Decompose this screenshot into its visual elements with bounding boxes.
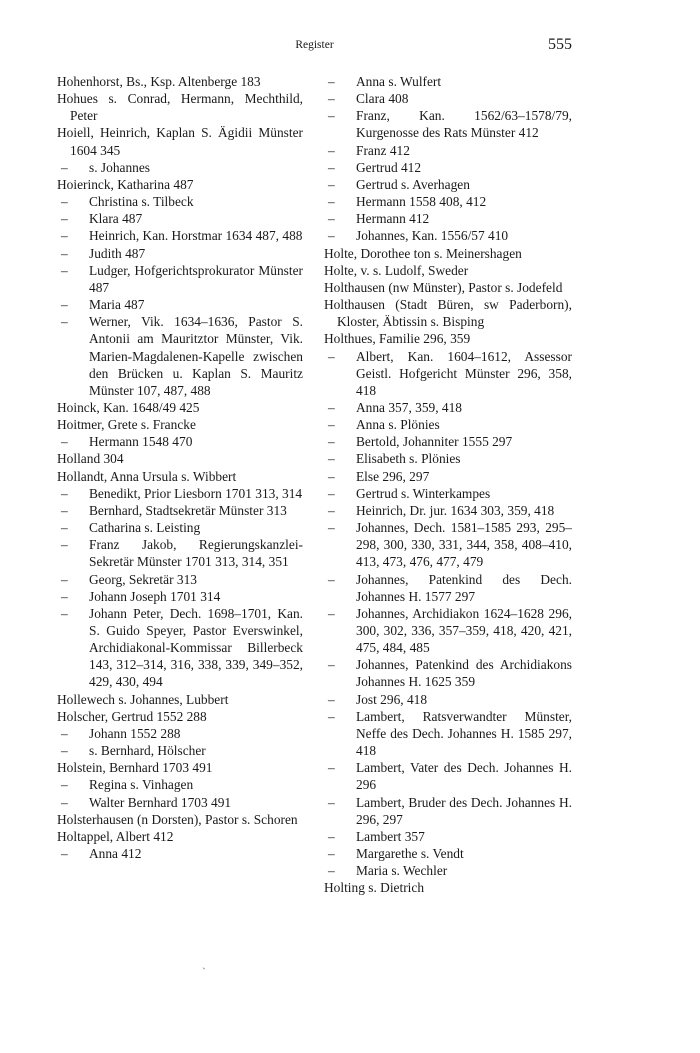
index-subentry: – Hermann 412 <box>324 210 572 227</box>
index-entry: Hoitmer, Grete s. Francke <box>57 417 196 433</box>
index-subentry: – Johannes, Archidiakon 1624–1628 296, 300, 302, 336, 357–359, 418, 420, 421, 475, 484, 485 <box>324 605 572 656</box>
index-subentry: – Margarethe s. Vendt <box>324 845 572 862</box>
index-subentry: – Lambert, Vater des Dech. Johannes H. 296 <box>324 759 572 793</box>
index-subentry: – Clara 408 <box>324 90 572 107</box>
index-subentry: – Anna s. Wulfert <box>324 73 572 90</box>
index-subentry: – Heinrich, Dr. jur. 1634 303, 359, 418 <box>324 502 572 519</box>
page-number: 555 <box>548 36 572 53</box>
index-subentry: – Christina s. Tilbeck <box>57 193 303 210</box>
index-subentry: – Klara 487 <box>57 210 303 227</box>
index-subentry: – Johann 1552 288 <box>57 725 303 742</box>
index-subentry: – Bertold, Johanniter 1555 297 <box>324 433 572 450</box>
index-entry: Hollewech s. Johannes, Lubbert <box>57 691 229 707</box>
index-subentry: – Bernhard, Stadtsekretär Münster 313 <box>57 502 303 519</box>
index-entry: Holting s. Dietrich <box>324 880 425 896</box>
index-entry: Hohues s. Conrad, Hermann, Mechthild, Peter <box>57 91 303 124</box>
index-subentry: – Benedikt, Prior Liesborn 1701 313, 314 <box>57 485 303 502</box>
index-subentry: – Regina s. Vinhagen <box>57 776 303 793</box>
index-subentry: – Anna s. Plönies <box>324 416 572 433</box>
index-subentry: – Albert, Kan. 1604–1612, Assessor Geistl. Hofgericht Münster 296, 358, 418 <box>324 348 572 399</box>
index-entry: Holthausen (Stadt Büren, sw Paderborn), Kloster, Äbtissin s. Bisping <box>324 297 572 330</box>
index-entry: Hoierinck, Katharina 487 <box>57 176 194 192</box>
index-entry: Holsterhausen (n Dorsten), Pastor s. Schoren <box>57 811 298 827</box>
index-entry: Holthues, Familie 296, 359 <box>324 331 471 347</box>
index-entry: Holte, v. s. Ludolf, Sweder <box>324 262 469 278</box>
index-subentry: – Johann Peter, Dech. 1698–1701, Kan. S. Guido Speyer, Pastor Everswinkel, Archidiakonal-Kommissar Billerbeck 143, 312–314, 316, 338, 339, 349–352, 429, 430, 494 <box>57 605 303 691</box>
index-entry: Hoiell, Heinrich, Kaplan S. Ägidii Münster 1604 345 <box>57 125 303 158</box>
index-subentry: – Johannes, Kan. 1556/57 410 <box>324 227 572 244</box>
index-entry: Holthausen (nw Münster), Pastor s. Jodefeld <box>324 279 563 295</box>
index-subentry: – Johannes, Dech. 1581–1585 293, 295–298, 300, 330, 331, 344, 358, 408–410, 413, 473, 476, 477, 479 <box>324 519 572 570</box>
index-subentry: – Lambert, Ratsverwandter Münster, Neffe des Dech. Johannes H. 1585 297, 418 <box>324 708 572 759</box>
index-subentry: – Maria s. Wechler <box>324 862 572 879</box>
index-subentry: – Anna 357, 359, 418 <box>324 399 572 416</box>
index-entry: Holstein, Bernhard 1703 491 <box>57 760 213 776</box>
index-subentry: – Johannes, Patenkind des Dech. Johannes H. 1577 297 <box>324 571 572 605</box>
index-subentry: – Heinrich, Kan. Horstmar 1634 487, 488 <box>57 227 303 244</box>
index-subentry: – Gertrud s. Winterkampes <box>324 485 572 502</box>
index-subentry: – Elisabeth s. Plönies <box>324 450 572 467</box>
index-subentry: – Lambert 357 <box>324 828 572 845</box>
running-title: Register <box>295 39 334 51</box>
index-subentry: – Else 296, 297 <box>324 468 572 485</box>
page-header <box>57 36 572 56</box>
index-subentry: – Judith 487 <box>57 245 303 262</box>
index-subentry: – Catharina s. Leisting <box>57 519 303 536</box>
index-column-right <box>324 73 572 897</box>
index-subentry: – Hermann 1558 408, 412 <box>324 193 572 210</box>
index-entry: Hoinck, Kan. 1648/49 425 <box>57 399 200 415</box>
index-subentry: – Franz Jakob, Regierungskanzlei-Sekretär Münster 1701 313, 314, 351 <box>57 536 303 570</box>
index-subentry: – Maria 487 <box>57 296 303 313</box>
index-subentry: – Gertrud s. Averhagen <box>324 176 572 193</box>
index-subentry: – Johann Joseph 1701 314 <box>57 588 303 605</box>
index-subentry: – Franz 412 <box>324 142 572 159</box>
index-entry: Holland 304 <box>57 451 124 467</box>
index-subentry: – Johannes, Patenkind des Archidiakons Johannes H. 1625 359 <box>324 656 572 690</box>
index-subentry: – s. Bernhard, Hölscher <box>57 742 303 759</box>
index-subentry: – Hermann 1548 470 <box>57 433 303 450</box>
index-subentry: – s. Johannes <box>57 159 303 176</box>
index-column-left <box>57 73 303 862</box>
index-subentry: – Georg, Sekretär 313 <box>57 571 303 588</box>
index-subentry: – Walter Bernhard 1703 491 <box>57 794 303 811</box>
index-entry: Holte, Dorothee ton s. Meinershagen <box>324 245 522 261</box>
index-subentry: – Lambert, Bruder des Dech. Johannes H. 296, 297 <box>324 794 572 828</box>
index-subentry: – Jost 296, 418 <box>324 691 572 708</box>
index-entry: Holtappel, Albert 412 <box>57 828 174 844</box>
index-subentry: – Ludger, Hofgerichtsprokurator Münster 487 <box>57 262 303 296</box>
stray-mark: ` <box>202 965 206 979</box>
index-subentry: – Gertrud 412 <box>324 159 572 176</box>
index-subentry: – Anna 412 <box>57 845 303 862</box>
index-entry: Hohenhorst, Bs., Ksp. Altenberge 183 <box>57 74 261 89</box>
index-subentry: – Werner, Vik. 1634–1636, Pastor S. Antonii am Mauritztor Münster, Vik. Marien-Magdalenen-Kapelle zwischen den Brücken u. Kaplan S. Mauritz Münster 107, 487, 488 <box>57 313 303 399</box>
index-entry: Holscher, Gertrud 1552 288 <box>57 708 207 724</box>
index-subentry: – Franz, Kan. 1562/63–1578/79, Kurgenosse des Rats Münster 412 <box>324 107 572 141</box>
index-entry: Hollandt, Anna Ursula s. Wibbert <box>57 468 237 484</box>
